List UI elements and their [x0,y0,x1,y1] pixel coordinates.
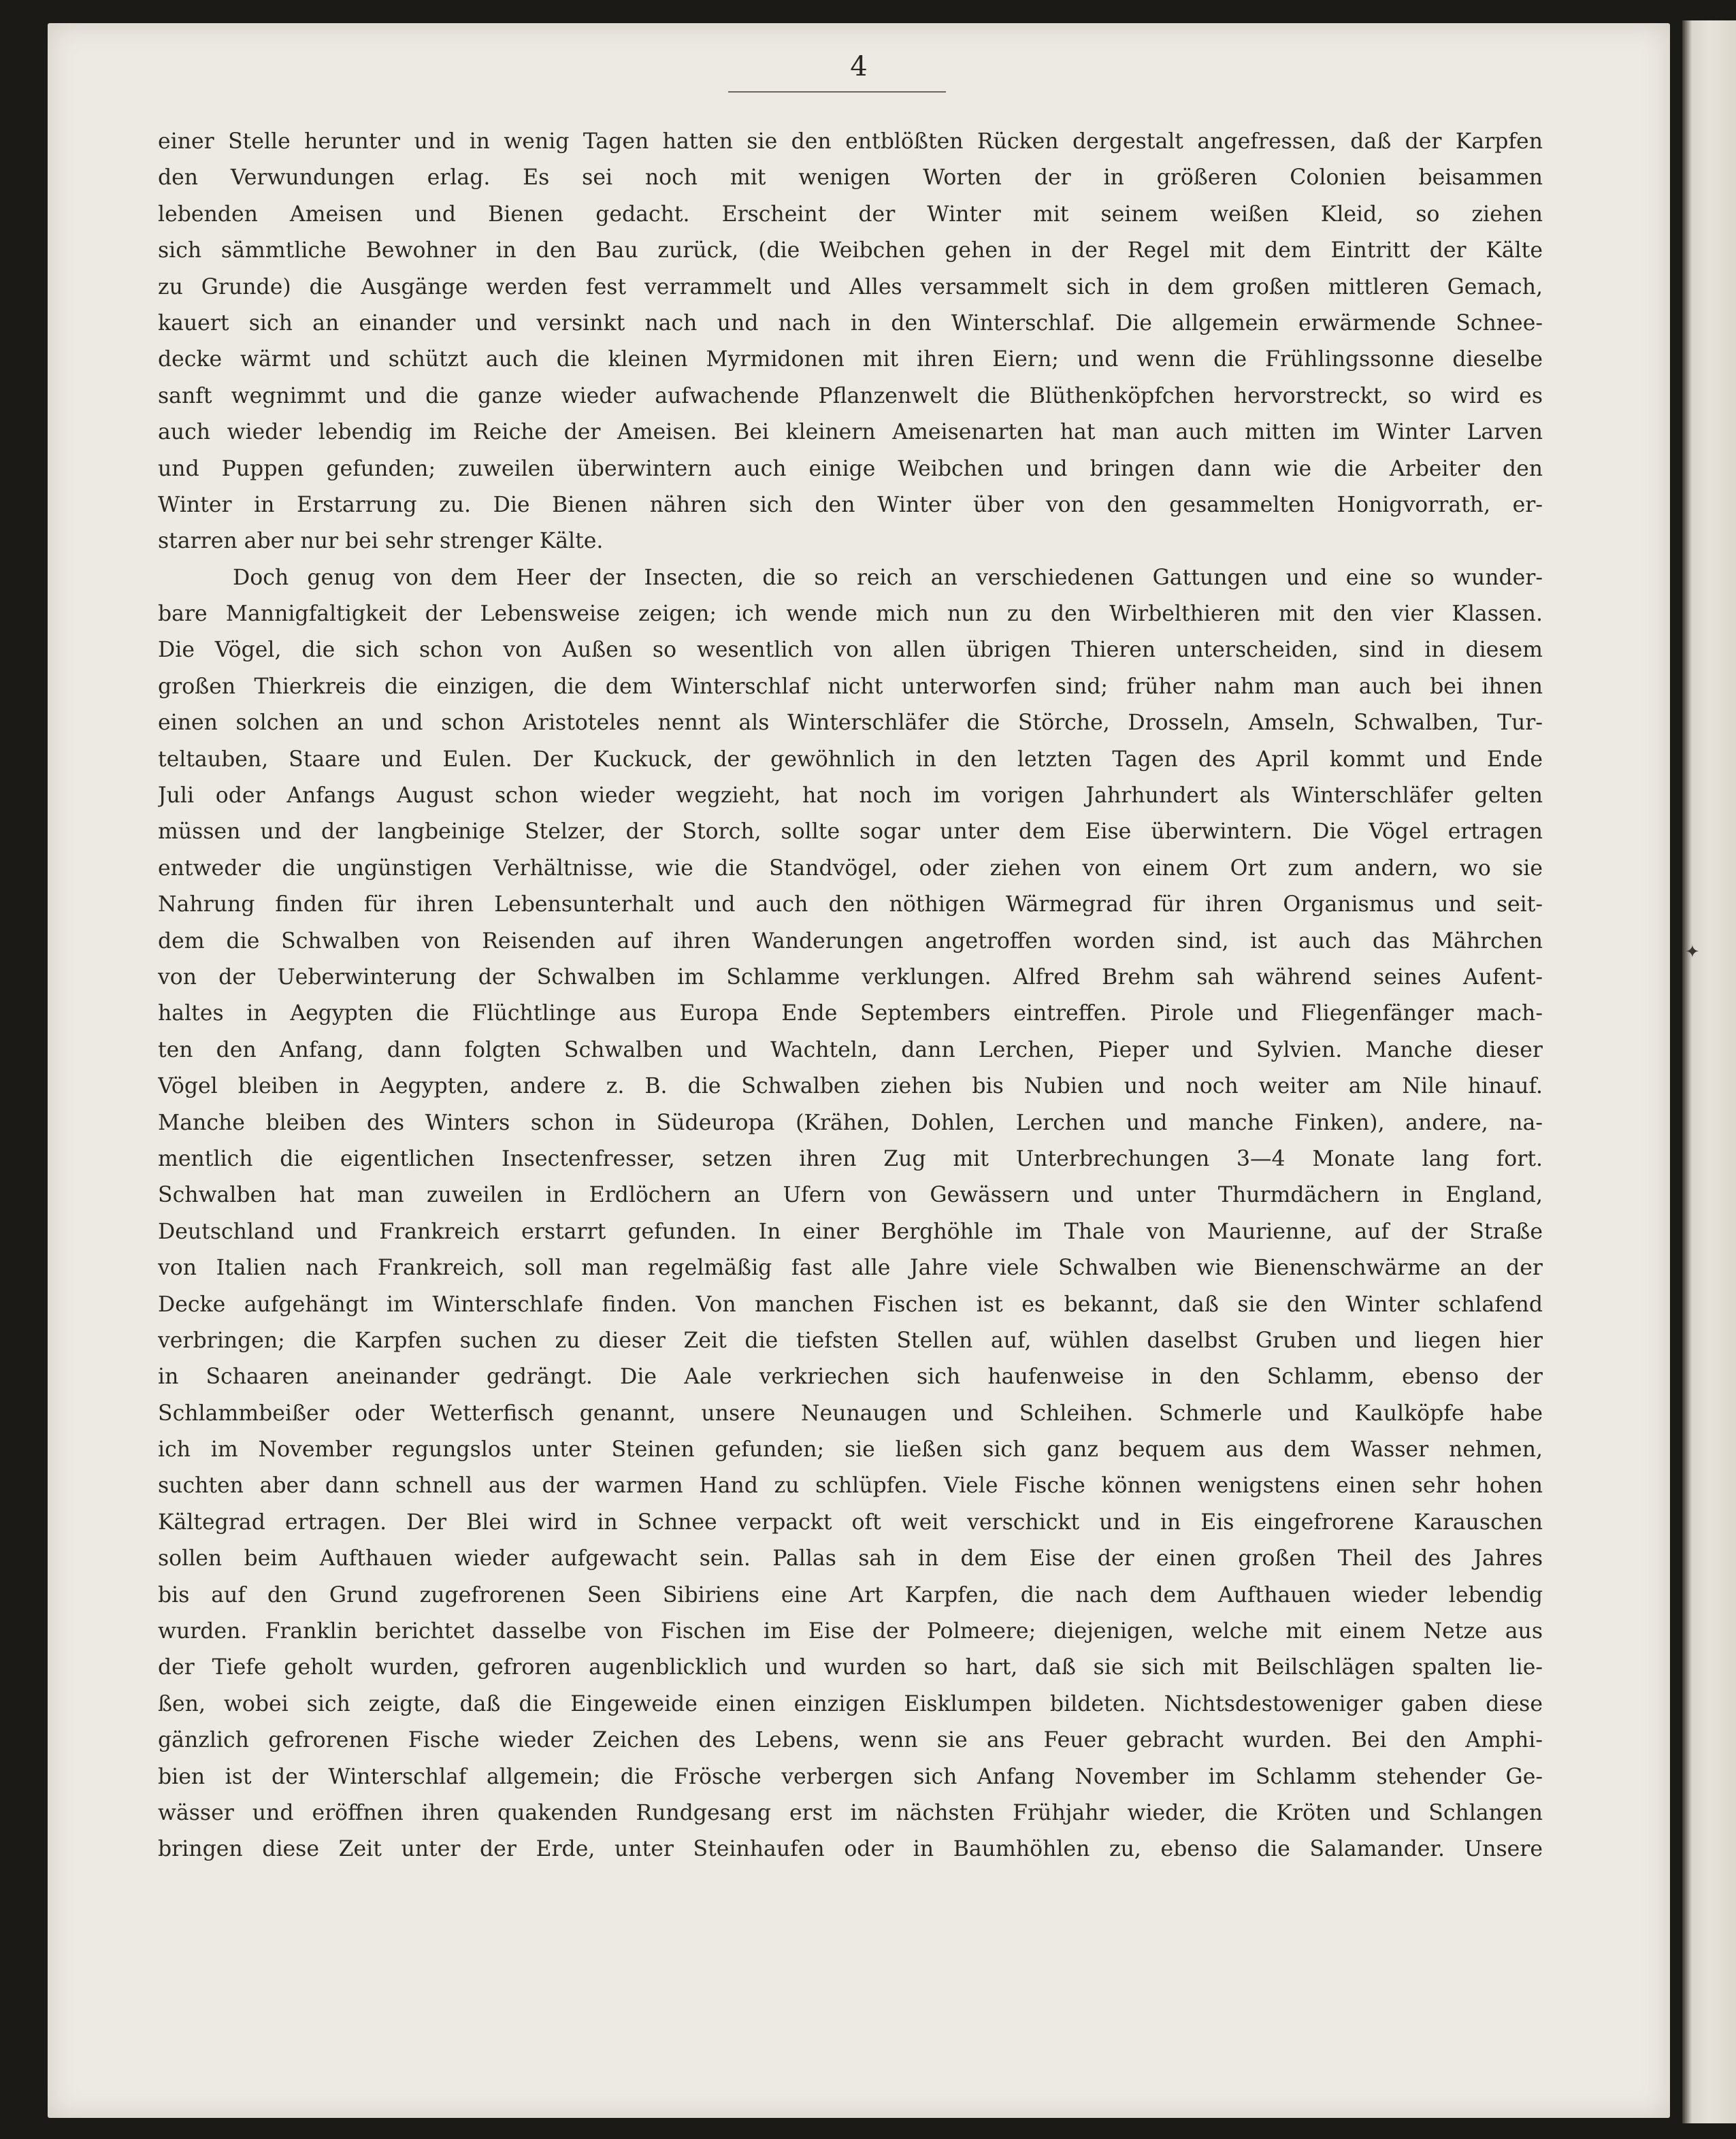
text-line: den Verwundungen erlag. Es sei noch mit wenigen Worten der in größeren Colonien beisammen [158,165,1543,191]
text-line: sanft wegnimmt und die ganze wieder aufwachende Pflanzenwelt die Blüthenköpfchen hervorstreckt, so wird es [158,383,1543,408]
text-line: sollen beim Aufthauen wieder aufgewacht sein. Pallas sah in dem Eise der einen großen Theil des Jahres [158,1546,1543,1571]
paragraph-start-line: Doch genug von dem Heer der Insecten, die so reich an verschiedenen Gattungen und eine so wunder- [233,565,1543,590]
text-line: von der Ueberwinterung der Schwalben im Schlamme verklungen. Alfred Brehm sah während seines Aufent- [158,964,1543,990]
next-page-edge [1682,20,1736,2123]
text-line: Manche bleiben des Winters schon in Südeuropa (Krähen, Dohlen, Lerchen und manche Finken), andere, na- [158,1110,1543,1135]
text-line: Vögel bleiben in Aegypten, andere z. B. die Schwalben ziehen bis Nubien und noch weiter am Nile hinauf. [158,1074,1543,1099]
text-line: einen solchen an und schon Aristoteles nennt als Winterschläfer die Störche, Drosseln, Amseln, Schwalben, Tur- [158,711,1543,736]
text-line: kauert sich an einander und versinkt nach und nach in den Winterschlaf. Die allgemein erwärmende Schnee- [158,310,1543,336]
text-line: entweder die ungünstigen Verhältnisse, wie die Standvögel, oder ziehen von einem Ort zum andern, wo sie [158,855,1543,881]
text-line: ich im November regungslos unter Steinen gefunden; sie ließen sich ganz bequem aus dem Wasser nehmen, [158,1437,1543,1463]
text-line: dem die Schwalben von Reisenden auf ihren Wanderungen angetroffen worden sind, ist auch das Mährchen [158,928,1543,953]
text-line: Die Vögel, die sich schon von Außen so wesentlich von allen übrigen Thieren unterscheiden, sind in diesem [158,638,1543,663]
text-line: haltes in Aegypten die Flüchtlinge aus Europa Ende Septembers eintreffen. Pirole und Fliegenfänger mach- [158,1001,1543,1026]
text-line: Schlammbeißer oder Wetterfisch genannt, unsere Neunaugen und Schleihen. Schmerle und Kaulköpfe habe [158,1401,1543,1426]
text-line: starren aber nur bei sehr strenger Kälte. [158,529,604,554]
text-line: ßen, wobei sich zeigte, daß die Eingeweide einen einzigen Eisklumpen bildeten. Nichtsdestoweniger gaben diese [158,1691,1543,1716]
text-line: auch wieder lebendig im Reiche der Ameisen. Bei kleinern Ameisenarten hat man auch mitten im Winter Larven [158,420,1543,445]
text-line: wurden. Franklin berichtet dasselbe von Fischen im Eise der Polmeere; diejenigen, welche mit einem Netze aus [158,1619,1543,1644]
document-page [48,23,1700,2118]
text-line: gänzlich gefrorenen Fische wieder Zeichen des Lebens, wenn sie ans Feuer gebracht wurden. Bei den Amphi- [158,1728,1543,1753]
text-line: Kältegrad ertragen. Der Blei wird in Schnee verpackt oft weit verschickt und in Eis eingefrorene Karauschen [158,1509,1543,1535]
text-line: suchten aber dann schnell aus der warmen Hand zu schlüpfen. Viele Fische können wenigstens einen sehr hohen [158,1473,1543,1499]
text-line: teltauben, Staare und Eulen. Der Kuckuck, der gewöhnlich in den letzten Tagen des April kommt und Ende [158,747,1543,772]
text-line: zu Grunde) die Ausgänge werden fest verrammelt und Alles versammelt sich in dem großen mittleren Gemach, [158,274,1543,299]
text-line: bringen diese Zeit unter der Erde, unter Steinhaufen oder in Baumhöhlen zu, ebenso die Salamander. Unsere [158,1837,1543,1862]
text-line: Winter in Erstarrung zu. Die Bienen nähren sich den Winter über von den gesammelten Honigvorrath, er- [158,492,1543,517]
text-line [158,1868,1543,1904]
text-line: Juli oder Anfangs August schon wieder wegzieht, hat noch im vorigen Jahrhundert als Winterschläfer gelten [158,783,1543,809]
text-line: Nahrung finden für ihren Lebensunterhalt und auch den nöthigen Wärmegrad für ihren Organismus und seit- [158,892,1543,917]
text-line: und Puppen gefunden; zuweilen überwintern auch einige Weibchen und bringen dann wie die Arbeiter den [158,456,1543,481]
text-line: bare Mannigfaltigkeit der Lebensweise zeigen; ich wende mich nun zu den Wirbelthieren mit den vier Klassen. [158,602,1543,627]
body-text [158,124,1543,1904]
text-line: lebenden Ameisen und Bienen gedacht. Erscheint der Winter mit seinem weißen Kleid, so ziehen [158,201,1543,227]
text-line: bis auf den Grund zugefrorenen Seen Sibiriens eine Art Karpfen, die nach dem Aufthauen wieder lebendig [158,1582,1543,1607]
text-line: ten den Anfang, dann folgten Schwalben und Wachteln, dann Lerchen, Pieper und Sylvien. Manche dieser [158,1037,1543,1062]
text-line: einer Stelle herunter und in wenig Tagen hatten sie den entblößten Rücken dergestalt angefressen, daß der Karpfen [158,129,1543,154]
text-line: der Tiefe geholt wurden, gefroren augenblicklich und wurden so hart, daß sie sich mit Beilschlägen spalten lie- [158,1655,1543,1680]
text-line: sich sämmtliche Bewohner in den Bau zurück, (die Weibchen gehen in der Regel mit dem Eintritt der Kälte [158,238,1543,263]
text-line: Deutschland und Frankreich erstarrt gefunden. In einer Berghöhle im Thale von Maurienne, auf der Straße [158,1219,1543,1244]
text-line: wässer und eröffnen ihren quakenden Rundgesang erst im nächsten Frühjahr wieder, die Kröten und Schlangen [158,1800,1543,1825]
text-line: Schwalben hat man zuweilen in Erdlöchern an Ufern von Gewässern und unter Thurmdächern in England, [158,1183,1543,1208]
text-line: Decke aufgehängt im Winterschlafe finden. Von manchen Fischen ist es bekannt, daß sie den Winter schlafend [158,1292,1543,1317]
margin-mark-icon: ✦ [1685,942,1700,962]
text-line: mentlich die eigentlichen Insectenfresser, setzen ihren Zug mit Unterbrechungen 3—4 Monate lang fort. [158,1146,1543,1171]
text-line: in Schaaren aneinander gedrängt. Die Aale verkriechen sich haufenweise in den Schlamm, ebenso der [158,1365,1543,1390]
text-line: bien ist der Winterschlaf allgemein; die Frösche verbergen sich Anfang November im Schlamm stehender Ge- [158,1764,1543,1789]
page-number: 4 [850,51,868,82]
header-rule [728,91,946,93]
text-line: von Italien nach Frankreich, soll man regelmäßig fast alle Jahre viele Schwalben wie Bienenschwärme an der [158,1256,1543,1281]
text-line: decke wärmt und schützt auch die kleinen Myrmidonen mit ihren Eiern; und wenn die Frühlingssonne dieselbe [158,347,1543,372]
text-line: müssen und der langbeinige Stelzer, der Storch, sollte sogar unter dem Eise überwintern. Die Vögel ertragen [158,819,1543,845]
text-line: großen Thierkreis die einzigen, die dem Winterschlaf nicht unterworfen sind; früher nahm man auch bei ihnen [158,674,1543,699]
text-line: verbringen; die Karpfen suchen zu dieser Zeit die tiefsten Stellen auf, wühlen daselbst Gruben und liegen hier [158,1328,1543,1353]
